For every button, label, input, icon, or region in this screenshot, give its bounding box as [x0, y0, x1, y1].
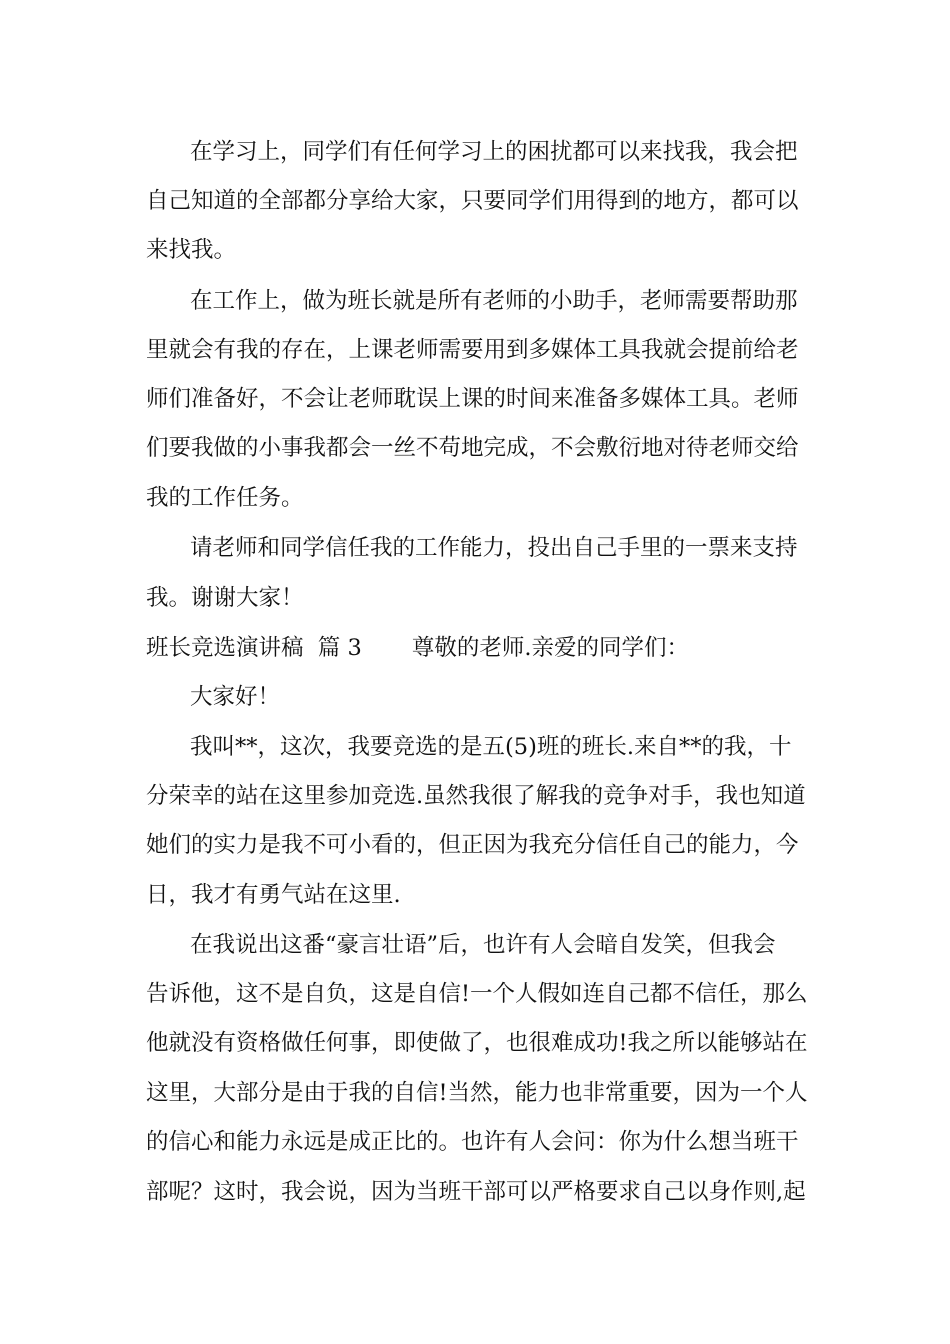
text-line: 来找我。 — [146, 237, 237, 263]
section-heading: 班长竞选演讲稿 篇 3 尊敬的老师.亲爱的同学们： — [146, 635, 689, 661]
text-line: 在我说出这番“豪言壮语”后，也许有人会暗自发笑，但我会 — [190, 932, 776, 958]
text-line: 在工作上，做为班长就是所有老师的小助手，老师需要帮助那 — [190, 288, 798, 314]
text-line: 师们准备好，不会让老师耽误上课的时间来准备多媒体工具。老师 — [146, 386, 799, 412]
text-line: 部呢？这时，我会说，因为当班干部可以严格要求自己以身作则,起 — [146, 1179, 806, 1205]
text-line: 大家好！ — [190, 684, 281, 710]
text-line: 我叫**，这次，我要竞选的是五(5)班的班长.来自**的我，十 — [190, 734, 792, 760]
text-line: 的信心和能力永远是成正比的。也许有人会问：你为什么想当班干 — [146, 1129, 799, 1155]
text-line: 在学习上，同学们有任何学习上的困扰都可以来找我，我会把 — [190, 139, 798, 165]
text-line: 分荣幸的站在这里参加竞选.虽然我很了解我的竞争对手，我也知道 — [146, 783, 806, 809]
text-line: 请老师和同学信任我的工作能力，投出自己手里的一票来支持 — [190, 535, 798, 561]
text-line: 们要我做的小事我都会一丝不苟地完成，不会敷衍地对待老师交给 — [146, 435, 799, 461]
text-line: 我的工作任务。 — [146, 485, 304, 511]
text-line: 自己知道的全部都分享给大家，只要同学们用得到的地方，都可以 — [146, 188, 799, 214]
text-line: 她们的实力是我不可小看的，但正因为我充分信任自己的能力，今 — [146, 832, 799, 858]
text-line: 告诉他，这不是自负，这是自信!一个人假如连自己都不信任，那么 — [146, 981, 808, 1007]
text-line: 这里，大部分是由于我的自信!当然，能力也非常重要，因为一个人 — [146, 1080, 808, 1106]
text-line: 日，我才有勇气站在这里. — [146, 882, 401, 908]
text-line: 里就会有我的存在，上课老师需要用到多媒体工具我就会提前给老 — [146, 337, 799, 363]
text-line: 我。谢谢大家！ — [146, 585, 304, 611]
text-line: 他就没有资格做任何事，即使做了，也很难成功!我之所以能够站在 — [146, 1030, 808, 1056]
